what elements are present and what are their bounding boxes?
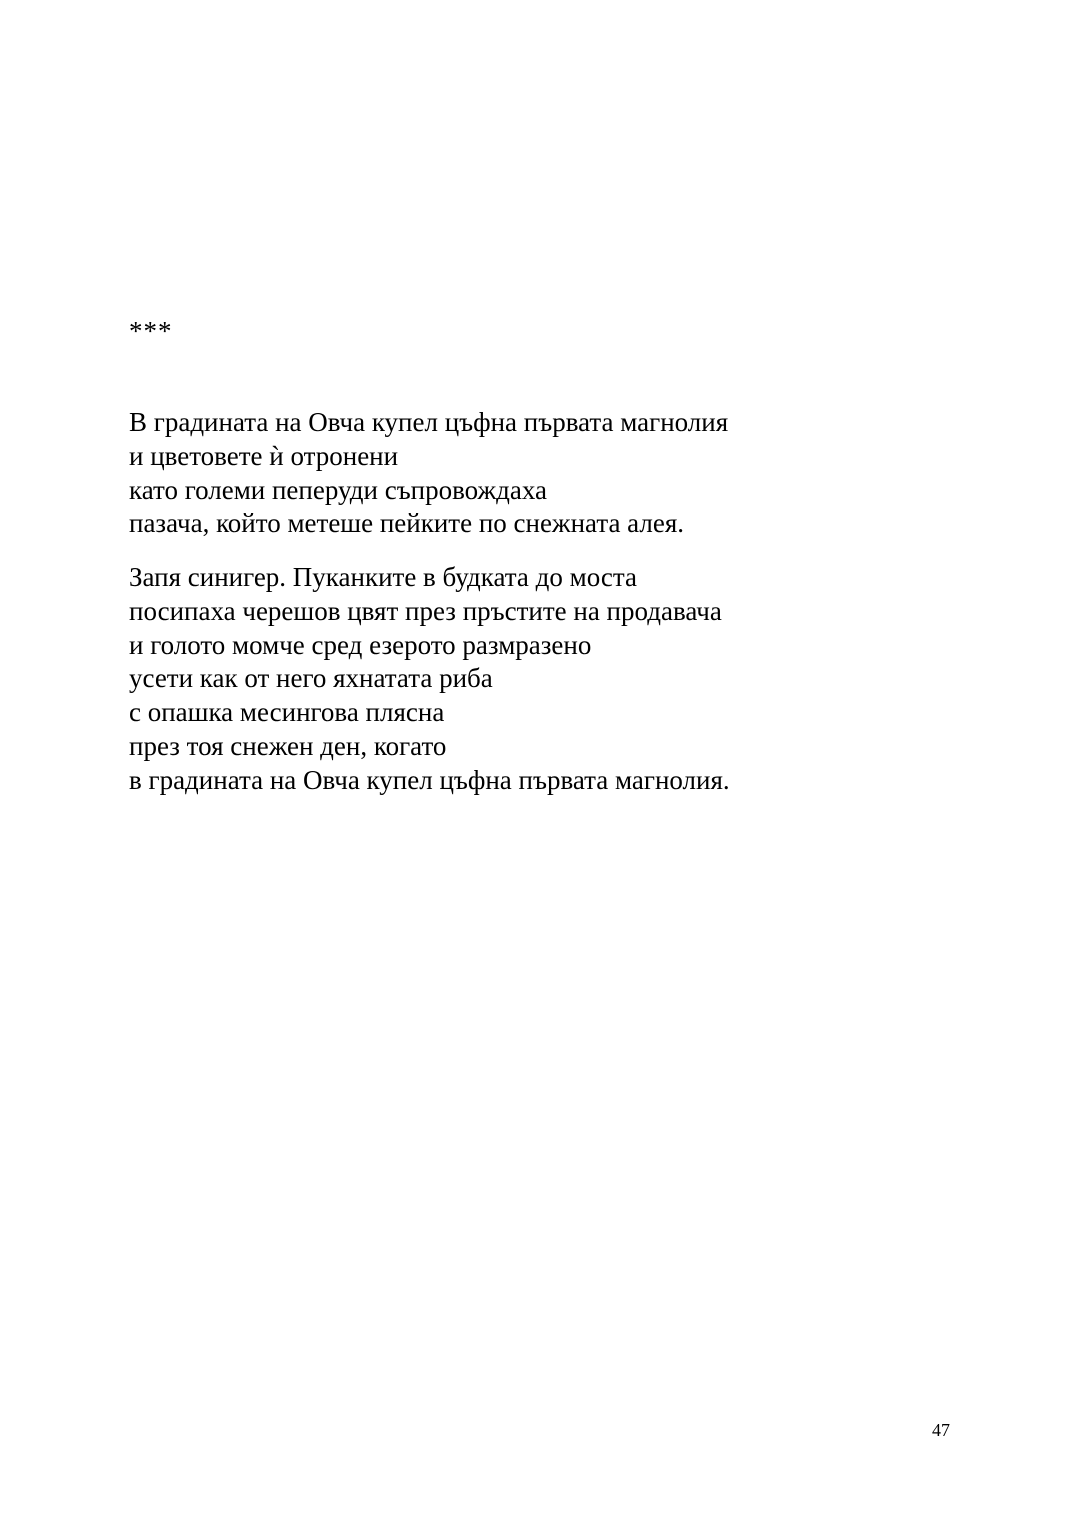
poem-line: усети как от него яхнатата риба <box>129 663 493 694</box>
page-number: 47 <box>932 1420 950 1440</box>
stanza-2 <box>129 561 730 798</box>
poem-line: и цветовете ѝ отронени <box>129 440 399 471</box>
poem-line: посипаха черешов цвят през пръстите на продавача <box>129 595 722 626</box>
poem-line: като големи пеперуди съпровождаха <box>129 474 548 505</box>
poem-line: и голото момче сред езерото размразено <box>129 629 592 660</box>
poem-line: през тоя снежен ден, когато <box>129 730 447 761</box>
poem-line: Запя синигер. Пуканките в будката до моста <box>129 562 637 592</box>
section-separator: *** <box>129 316 173 346</box>
poem-line: В градината на Овча купел цъфна първата магнолия <box>129 407 729 437</box>
poem-line: с опашка месингова плясна <box>129 697 445 728</box>
poem-line: в градината на Овча купел цъфна първата магнолия. <box>129 764 730 795</box>
poem-line: пазача, който метеше пейките по снежната алея. <box>129 508 685 539</box>
stanza-1 <box>129 406 728 541</box>
